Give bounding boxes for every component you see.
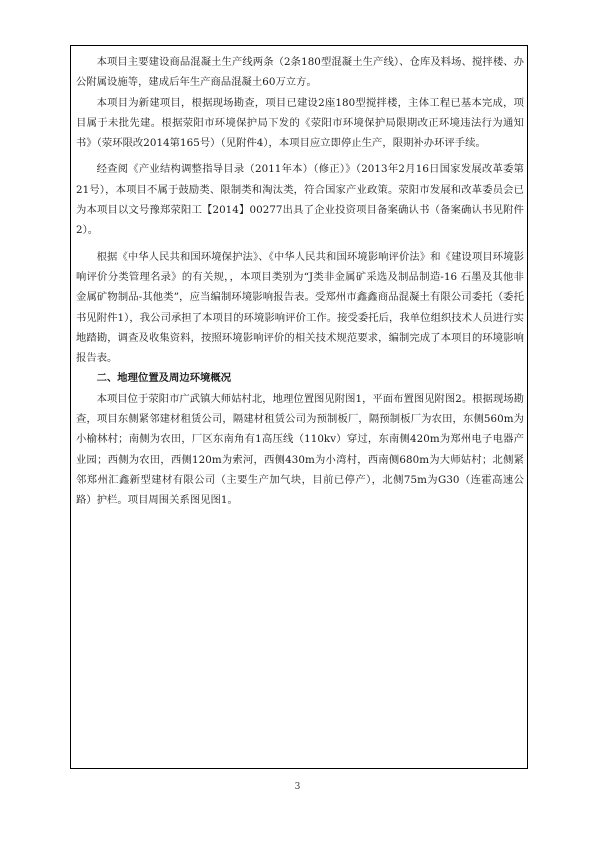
section-heading: 二、地理位置及周边环境概况 [96, 372, 232, 385]
document-body [76, 52, 524, 511]
paragraph-industrial-policy: 经查阅《产业结构调整指导目录（2011年本）（修正）》（2013年2月16日国家发展改革委第21号），本项目不属于鼓励类、限制类和淘汰类，符合国家产业政策。荥阳市发展和改革委员会已为本项目以文号豫郑荥阳工【2014】00277出具了企业投资项目备案确认书（备案确认书见附件2）。 [76, 163, 524, 237]
paragraph-legal-basis: 根据《中华人民共和国环境保护法》、《中华人民共和国环境影响评价法》和《建设项目环境影响评价分类管理名录》的有关规，，本项目类别为“J类非金属矿采选及制品制造-16 石墨及其他非金属矿物制品-其他类”，应当编制环境影响报告表。受郑州市鑫鑫商品混凝土有限公司委托（委托书见附件1），我公司承担了本项目的环境影响评价工作。接受委托后，我单位组织技术人员进行实地踏勘，调查及收集资料，按照环境影响评价的相关技术规范要求，编制完成了本项目的环境影响报告表。 [76, 250, 524, 365]
paragraph-location: 本项目位于荥阳市广武镇大师姑村北，地理位置图见附图1，平面布置图见附图2。根据现场勘查，项目东侧紧邻建材租赁公司，隔建材租赁公司为预制板厂，隔预制板厂为农田，东侧560m为小榆林村；南侧为农田，厂区东南角有1高压线（110kv）穿过，东南侧420m为郑州电子电器产业园；西侧为农田，西侧120m为索河，西侧430m为小湾村，西南侧680m为大师姑村；北侧紧邻郑州汇鑫新型建材有限公司（主要生产加气块，目前已停产），北侧75m为G30（连霍高速公路）护栏。项目周围关系图见图1。 [76, 392, 524, 507]
paragraph-project-status: 本项目为新建项目，根据现场勘查，项目已建设2座180型搅拌楼，主体工程已基本完成，项目属于未批先建。根据荥阳市环境保护局下发的《荥阳市环境保护局限期改正环境违法行为通知书》（荥环限改2014第165号）（见附件4），本项目应立即停止生产，限期补办环评手续。 [76, 96, 524, 150]
page-number: 3 [294, 782, 301, 792]
paragraph-construction: 本项目主要建设商品混凝土生产线两条（2条180型混凝土生产线）、仓库及料场、搅拌楼、办公附属设施等，建成后年生产商品混凝土60万立方。 [76, 56, 524, 89]
